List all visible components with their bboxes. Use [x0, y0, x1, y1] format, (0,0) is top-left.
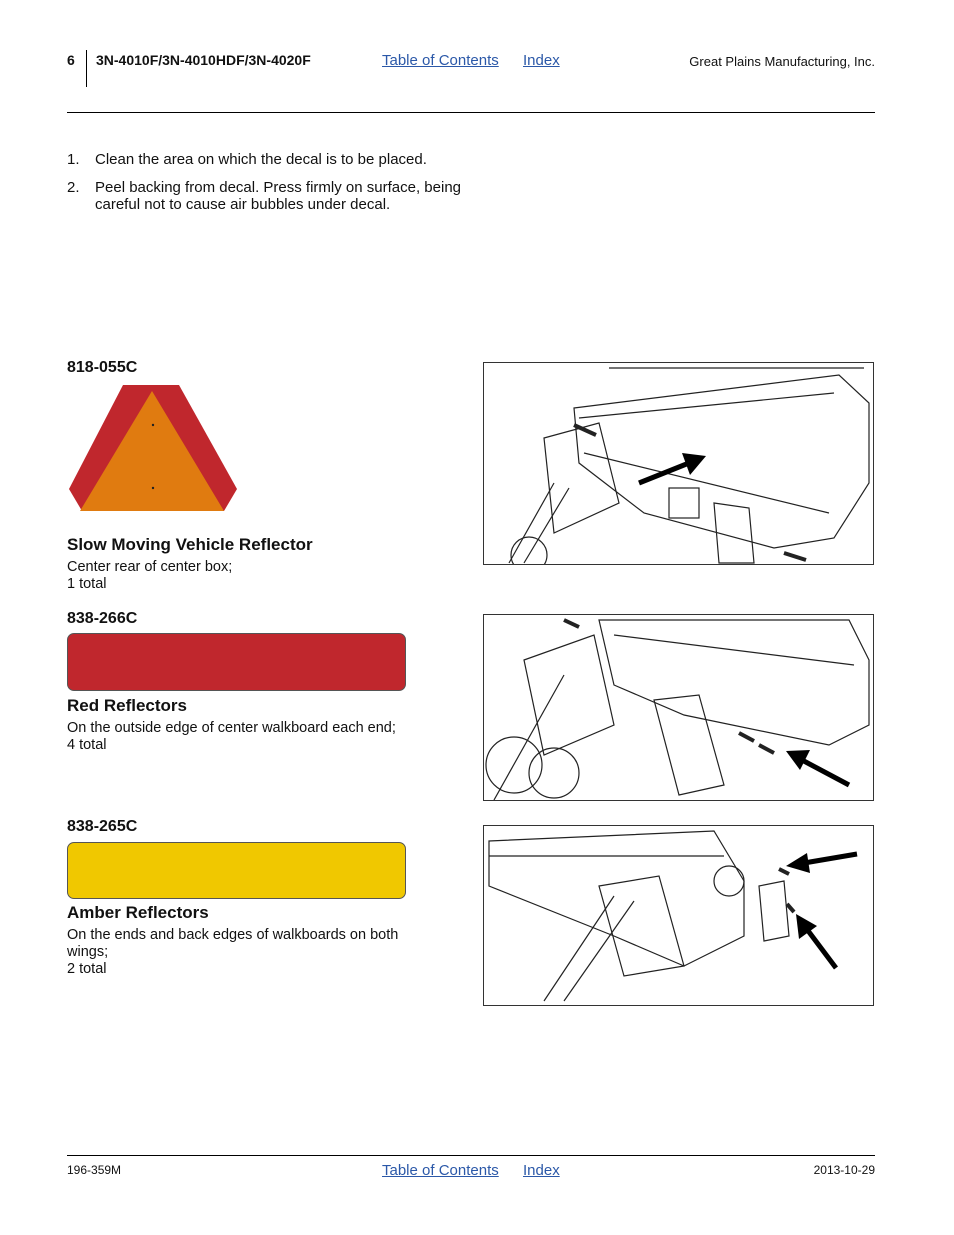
header-rule — [67, 112, 875, 113]
decal-part-number: 838-265C — [67, 818, 138, 835]
amber-reflector-location-figure — [483, 825, 874, 1006]
arrow-icon — [796, 914, 836, 968]
step-number: 2. — [67, 179, 80, 196]
header-index-link[interactable]: Index — [523, 52, 560, 69]
arrow-icon — [786, 750, 849, 785]
step-2 — [67, 179, 487, 219]
header-toc-link[interactable]: Table of Contents — [382, 52, 499, 69]
company-name: Great Plains Manufacturing, Inc. — [689, 54, 875, 69]
decal-description: On the ends and back edges of walkboards on both wings; — [67, 927, 399, 960]
red-reflector-location-figure — [483, 614, 874, 801]
decal-total: 1 total — [67, 576, 107, 592]
revision-date: 2013-10-29 — [813, 1163, 875, 1177]
amber-reflector-decal — [67, 842, 406, 899]
page-number: 6 — [67, 52, 75, 68]
decal-title: Amber Reflectors — [67, 903, 209, 922]
decal-title: Slow Moving Vehicle Reflector — [67, 535, 313, 554]
footer-index-link[interactable]: Index — [523, 1162, 560, 1179]
step-1 — [67, 151, 487, 171]
model-title: 3N-4010F/3N-4010HDF/3N-4020F — [96, 52, 311, 68]
decal-part-number: 818-055C — [67, 359, 138, 376]
decal-description: On the outside edge of center walkboard each end; — [67, 720, 396, 736]
decal-part-number: 838-266C — [67, 610, 138, 627]
decal-total: 4 total — [67, 737, 107, 753]
decal-description: Center rear of center box; — [67, 559, 233, 575]
footer-rule — [67, 1155, 875, 1156]
red-reflector-decal — [67, 633, 406, 691]
machine-rear-illustration — [484, 615, 873, 800]
arrow-icon — [786, 853, 857, 873]
machine-wing-illustration — [484, 826, 873, 1005]
arrow-icon — [639, 453, 706, 483]
decal-total: 2 total — [67, 961, 107, 977]
document-number: 196-359M — [67, 1163, 122, 1177]
machine-rear-illustration — [484, 363, 873, 564]
smv-location-figure — [483, 362, 874, 565]
header-divider — [86, 50, 87, 87]
step-number: 1. — [67, 151, 80, 168]
step-text: Peel backing from decal. Press firmly on surface, being careful not to cause air bubbles under decal. — [95, 179, 461, 213]
decal-title: Red Reflectors — [67, 696, 187, 715]
smv-reflector-decal — [67, 385, 239, 513]
step-text: Clean the area on which the decal is to be placed. — [95, 151, 427, 168]
footer-toc-link[interactable]: Table of Contents — [382, 1162, 499, 1179]
